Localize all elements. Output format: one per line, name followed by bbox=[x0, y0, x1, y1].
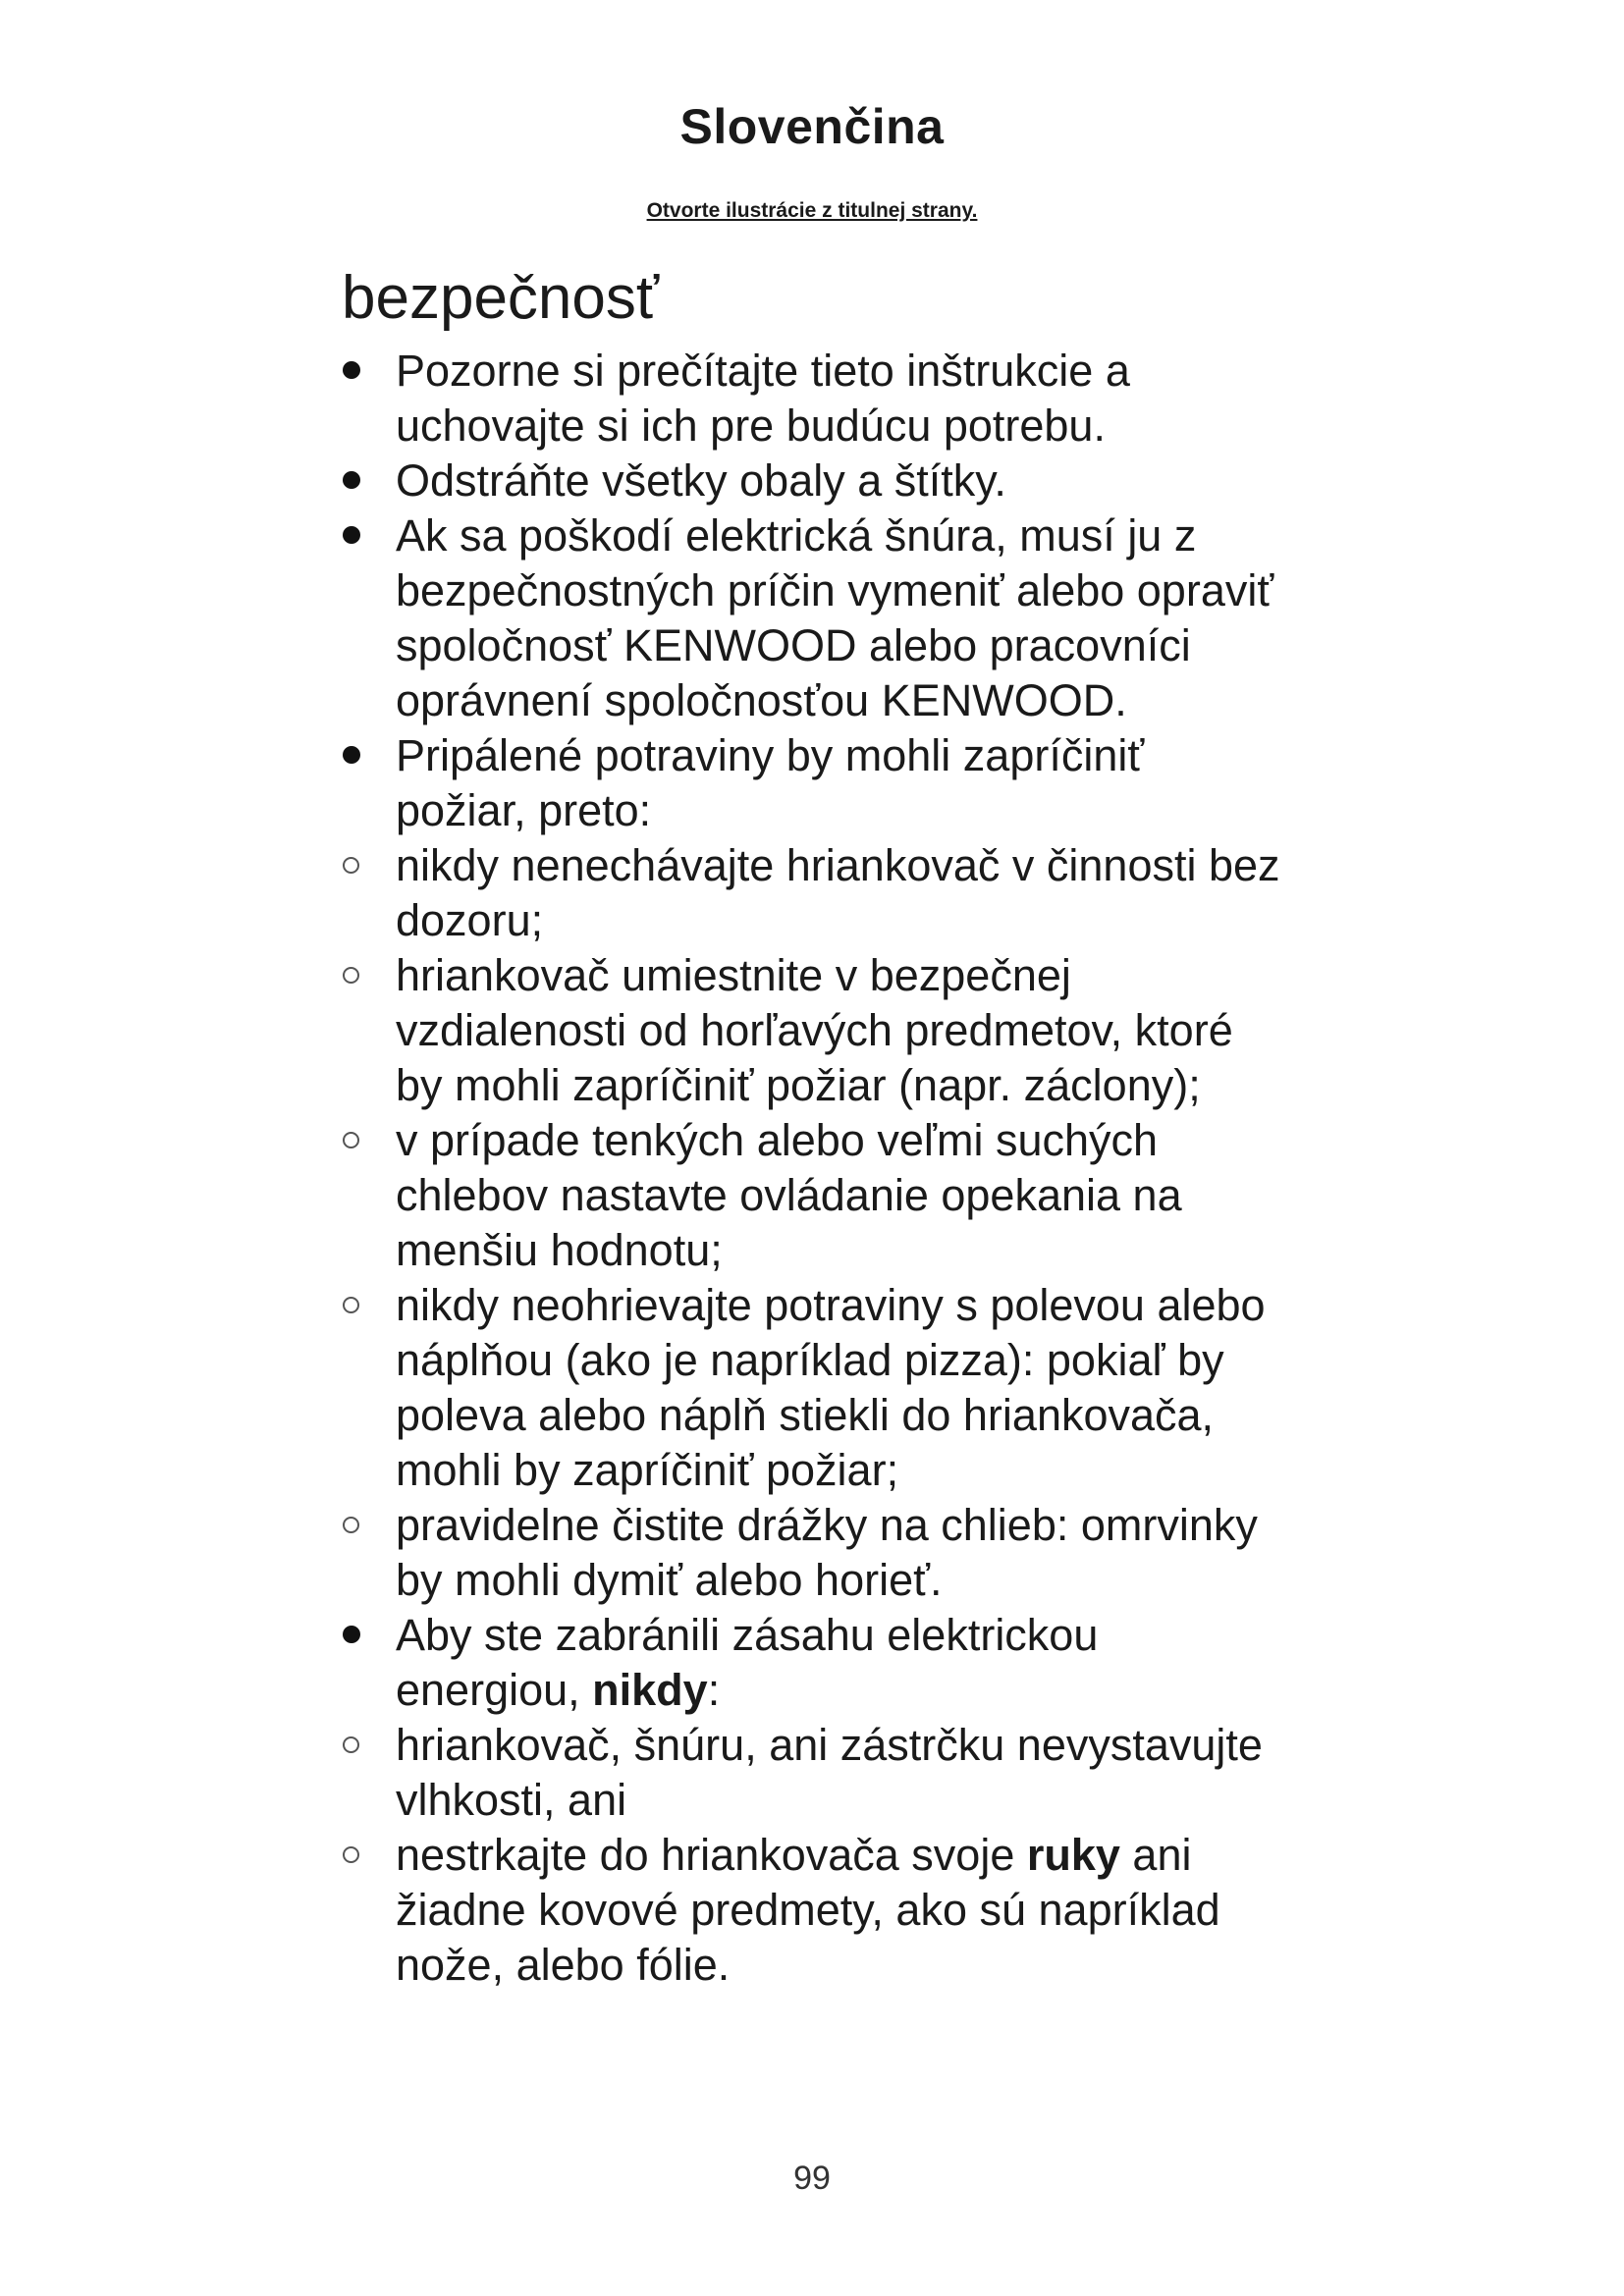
page-title: Slovenčina bbox=[679, 99, 945, 154]
item-text: hriankovač, šnúru, ani zástrčku nevystavujte vlhkosti, ani bbox=[396, 1720, 1263, 1825]
list-item bbox=[339, 1718, 1281, 1828]
item-text bbox=[396, 1830, 1220, 1990]
hollow-bullet-icon bbox=[343, 1846, 359, 1863]
item-text: Odstráňte všetky obaly a štítky. bbox=[396, 455, 1006, 506]
list-item bbox=[339, 1498, 1281, 1608]
list-item bbox=[339, 838, 1281, 948]
list-item bbox=[339, 1608, 1281, 1718]
item-text: Pozorne si prečítajte tieto inštrukcie a uchovajte si ich pre budúcu potrebu. bbox=[396, 346, 1130, 451]
filled-bullet-icon bbox=[343, 471, 360, 489]
item-text: nikdy nenechávajte hriankovač v činnosti bez dozoru; bbox=[396, 840, 1280, 945]
list-item bbox=[339, 344, 1281, 454]
hollow-bullet-icon bbox=[343, 857, 359, 874]
item-text: Pripálené potraviny by mohli zapríčiniť požiar, preto: bbox=[396, 730, 1145, 835]
safety-list bbox=[339, 344, 1281, 1993]
item-text-before: Aby ste zabránili zásahu elektrickou energiou, bbox=[396, 1610, 1099, 1715]
item-text-bold: ruky bbox=[1026, 1830, 1120, 1880]
item-text: nikdy neohrievajte potraviny s polevou alebo náplňou (ako je napríklad pizza): pokiaľ by poleva alebo náplň stiekli do hriankovača, mohli by zapríčiniť požiar; bbox=[396, 1280, 1266, 1495]
list-item bbox=[339, 1828, 1281, 1993]
item-text-after: : bbox=[707, 1665, 721, 1715]
hollow-bullet-icon bbox=[343, 1132, 359, 1148]
hollow-bullet-icon bbox=[343, 1517, 359, 1533]
item-text bbox=[396, 1610, 1098, 1715]
list-item bbox=[339, 454, 1281, 508]
item-text: hriankovač umiestnite v bezpečnej vzdialenosti od horľavých predmetov, ktoré by mohli zapríčiniť požiar (napr. záclony); bbox=[396, 950, 1233, 1110]
hollow-bullet-icon bbox=[343, 1297, 359, 1313]
subtitle-link[interactable]: Otvorte ilustrácie z titulnej strany. bbox=[646, 199, 978, 222]
list-item bbox=[339, 508, 1281, 728]
filled-bullet-icon bbox=[343, 1626, 360, 1643]
page-number: 99 bbox=[793, 2160, 831, 2197]
item-text: Ak sa poškodí elektrická šnúra, musí ju z bezpečnostných príčin vymeniť alebo opraviť spoločnosť KENWOOD alebo pracovníci oprávnení spoločnosťou KENWOOD. bbox=[396, 510, 1274, 725]
filled-bullet-icon bbox=[343, 361, 360, 379]
filled-bullet-icon bbox=[343, 746, 360, 764]
item-text-before: nestrkajte do hriankovača svoje bbox=[396, 1830, 1027, 1880]
item-text-after: ani žiadne kovové predmety, ako sú napríklad nože, alebo fólie. bbox=[396, 1830, 1220, 1990]
hollow-bullet-icon bbox=[343, 967, 359, 984]
list-item bbox=[339, 1113, 1281, 1278]
filled-bullet-icon bbox=[343, 526, 360, 544]
section-heading: bezpečnosť bbox=[342, 264, 660, 332]
list-item bbox=[339, 948, 1281, 1113]
item-text: v prípade tenkých alebo veľmi suchých chlebov nastavte ovládanie opekania na menšiu hodnotu; bbox=[396, 1115, 1182, 1275]
list-item bbox=[339, 728, 1281, 838]
item-text-bold: nikdy bbox=[592, 1665, 708, 1715]
list-item bbox=[339, 1278, 1281, 1498]
hollow-bullet-icon bbox=[343, 1736, 359, 1753]
item-text: pravidelne čistite drážky na chlieb: omrvinky by mohli dymiť alebo horieť. bbox=[396, 1500, 1258, 1605]
